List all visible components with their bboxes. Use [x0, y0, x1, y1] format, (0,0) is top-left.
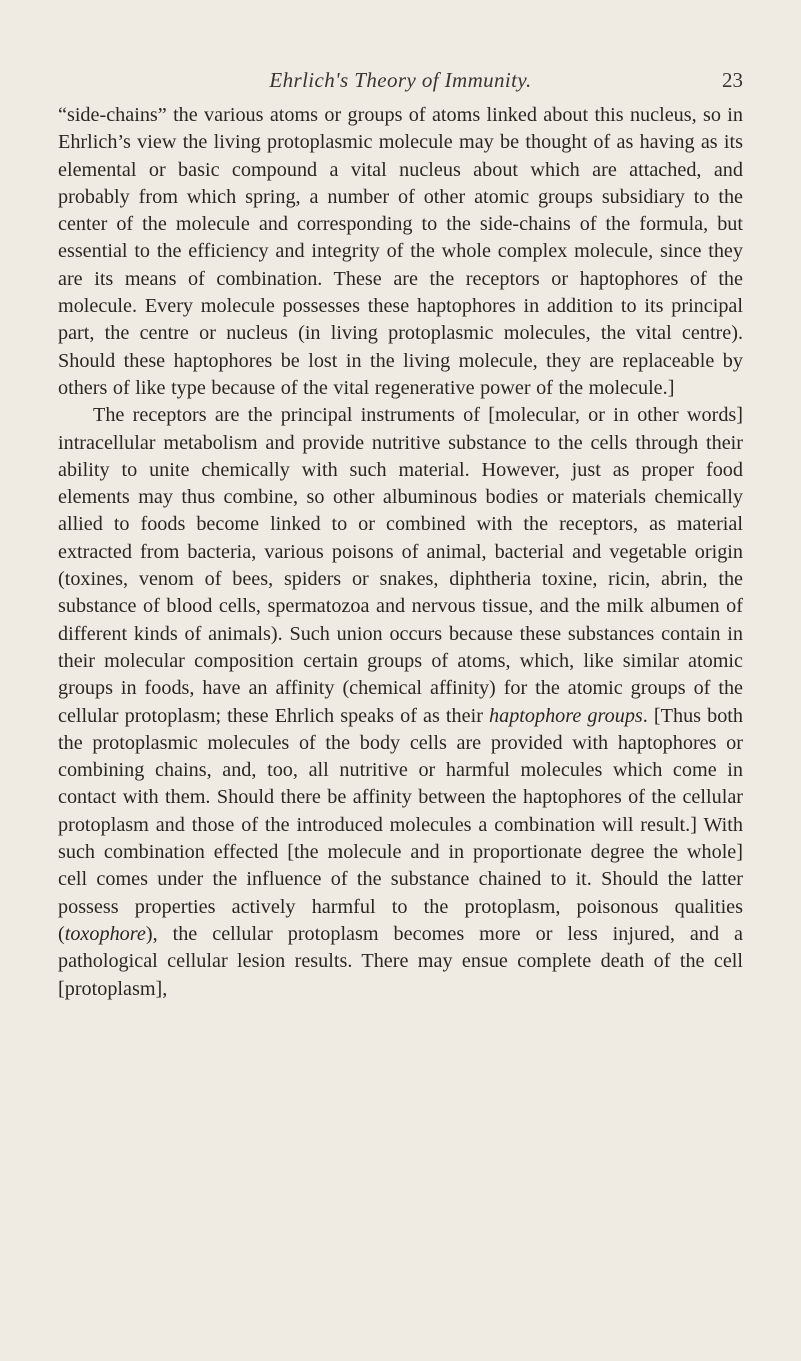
page-number: 23 [722, 68, 743, 92]
text-run: . [Thus both the protoplasmic molecules of the body cells are provided with haptophores or combining chains, and, too, all nutritive or harmful molecules which come in contact with them. Should there be affinity between the haptophores of the cellular protoplasm and those of the introduced molecules a combination will result.] With such combination effected [the molecule and in proportionate degree the whole] cell comes under the influence of the substance chained to it. Should the latter possess properties actively harmful to the protoplasm, poisonous qualities ( [58, 704, 743, 945]
body-text [58, 102, 743, 1003]
paragraph [58, 102, 743, 402]
text-run: The receptors are the principal instruments of [molecular, or in other words] intracellular metabolism and provide nutritive substance to the cells through their ability to unite chemically with such material. However, just as proper food elements may thus combine, so other albuminous bodies or materials chemically allied to foods become linked to or combined with the receptors, as material extracted from bacteria, various poisons of animal, bacterial and vegetable origin (toxines, venom of bees, spiders or snakes, diphtheria toxine, ricin, abrin, the substance of blood cells, spermatozoa and nervous tissue, and the milk albumen of different kinds of animals). Such union occurs because these substances contain in their molecular composition certain groups of atoms, which, like similar atomic groups in foods, have an affinity (chemical affinity) for the atomic groups of the cellular protoplasm; these Ehrlich speaks of as their [58, 404, 743, 727]
text-run: “side-chains” the various atoms or groups of atoms linked about this nucleus, so in Ehrlich’s view the living protoplasmic molecule may be thought of as having as its elemental or basic compound a vital nucleus about which are attached, and probably from which spring, a number of other atomic groups subsidiary to the center of the molecule and corresponding to the side-chains of the formula, but essential to the efficiency and integrity of the whole complex molecule, since they are its means of combination. These are the receptors or haptophores of the molecule. Every molecule possesses these haptophores in addition to its principal part, the centre or nucleus (in living protoplasmic molecules, the vital centre). Should these haptophores be lost in the living molecule, they are replaceable by others of like type because of the vital regenerative power of the molecule.] [58, 104, 743, 399]
italic-term: toxophore [64, 922, 146, 945]
text-run: ), the cellular protoplasm becomes more or less injured, and a pathological cellular lesion results. There may ensue complete death of the cell [protoplasm], [58, 922, 743, 1000]
italic-term: haptophore groups [489, 704, 643, 727]
paragraph [58, 402, 743, 1003]
running-title: Ehrlich's Theory of Immunity. [269, 68, 532, 92]
page-header [58, 68, 743, 98]
